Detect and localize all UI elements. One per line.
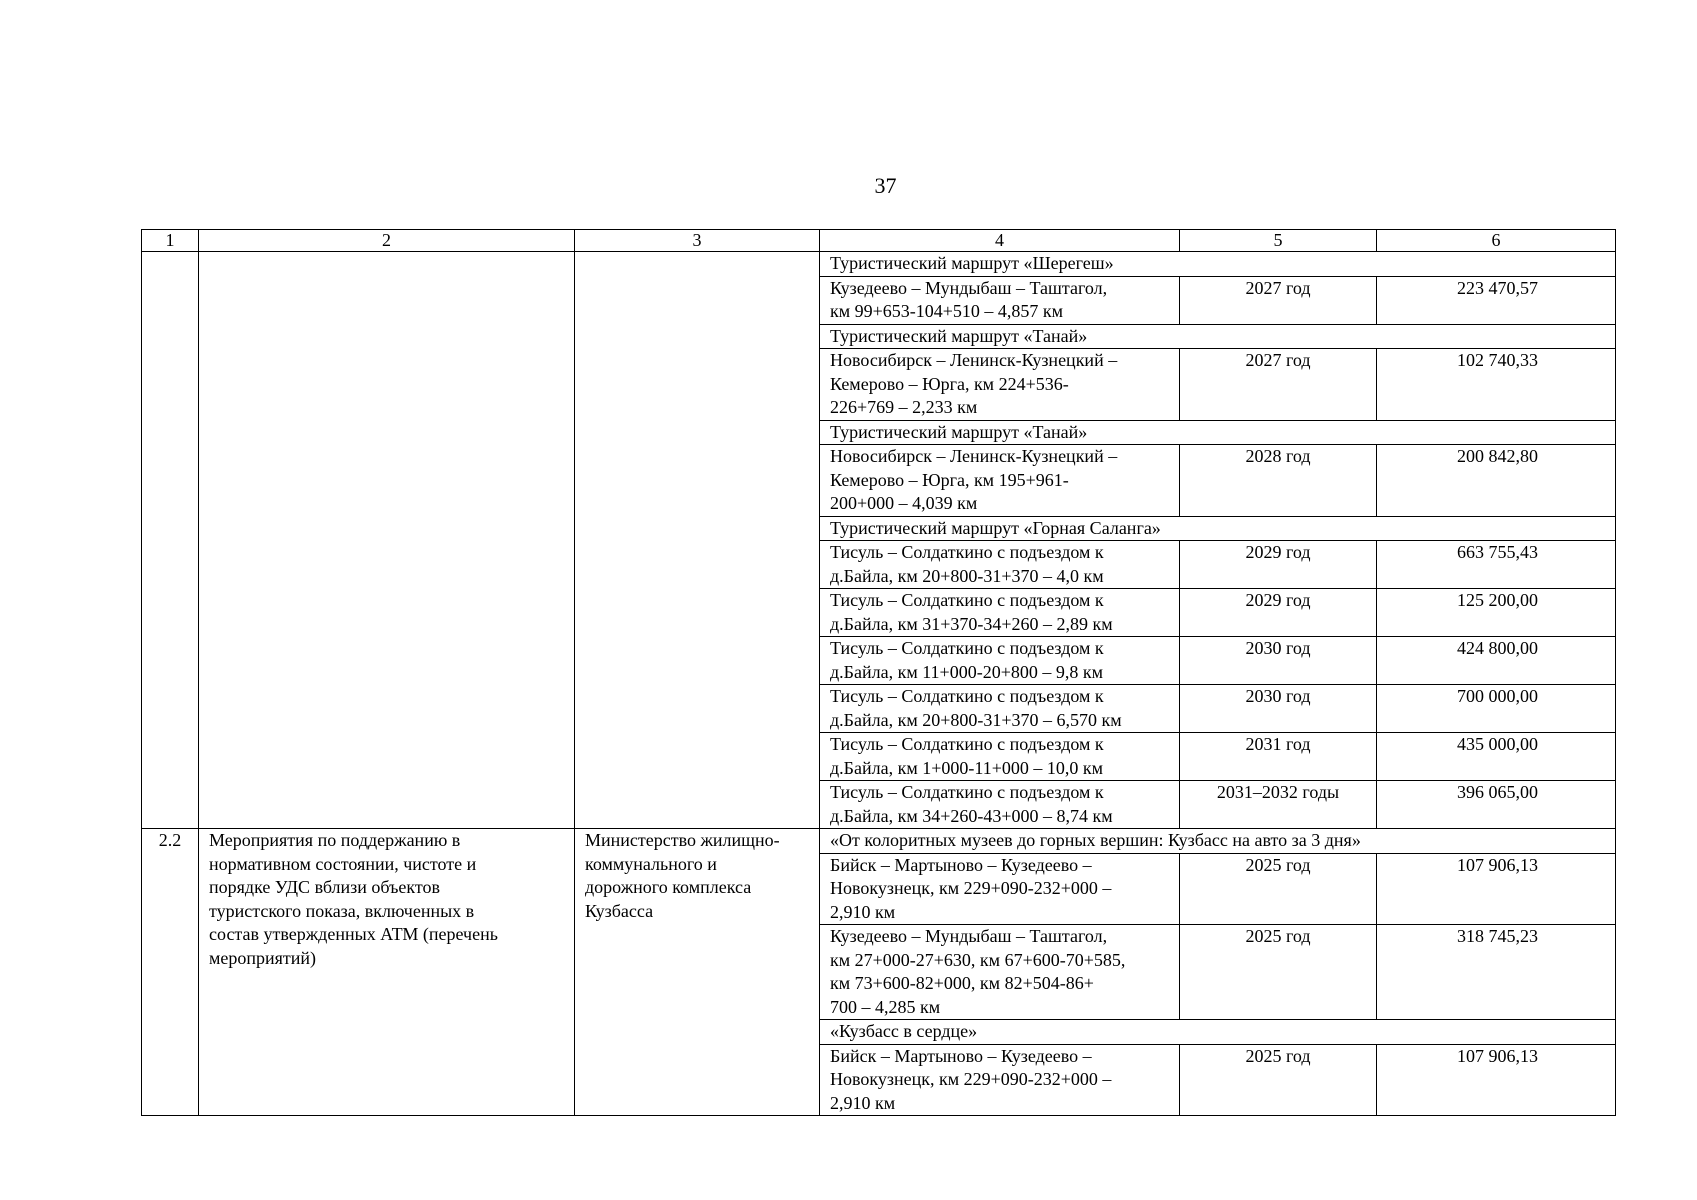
text-line: дорожного комплекса bbox=[585, 877, 752, 897]
text-line: Тисуль – Солдаткино с подъездом к bbox=[830, 590, 1104, 610]
text-line: д.Байла, км 31+370-34+260 – 2,89 км bbox=[830, 613, 1113, 634]
text-line: Министерство жилищно- bbox=[585, 830, 780, 850]
text-line: туристского показа, включенных в bbox=[209, 900, 475, 921]
amount-cell: 435 000,00 bbox=[1377, 733, 1616, 781]
item-number-cell: 2.2 bbox=[142, 829, 199, 1116]
column-number-row bbox=[142, 230, 1616, 252]
column-number: 4 bbox=[820, 230, 1180, 252]
year-cell: 2029 год bbox=[1180, 541, 1377, 589]
executor-cell bbox=[575, 829, 820, 1116]
text-line: 700 – 4,285 км bbox=[830, 996, 941, 1017]
text-line: Тисуль – Солдаткино с подъездом к bbox=[830, 542, 1104, 562]
year-cell: 2029 год bbox=[1180, 589, 1377, 637]
text-line: порядке УДС вблизи объектов bbox=[209, 877, 441, 897]
text-line: Тисуль – Солдаткино с подъездом к bbox=[830, 782, 1104, 802]
text-line: Кузбасса bbox=[585, 900, 654, 921]
road-segment-cell bbox=[820, 637, 1180, 685]
text-line: Новокузнецк, км 229+090-232+000 – bbox=[830, 1069, 1112, 1089]
year-cell: 2030 год bbox=[1180, 637, 1377, 685]
amount-cell: 663 755,43 bbox=[1377, 541, 1616, 589]
text-line: состав утвержденных АТМ (перечень bbox=[209, 924, 498, 944]
text-line: д.Байла, км 34+260-43+000 – 8,74 км bbox=[830, 805, 1113, 826]
route-heading-row bbox=[142, 829, 1616, 854]
road-segment-cell bbox=[820, 1044, 1180, 1116]
route-name: Туристический маршрут «Танай» bbox=[820, 324, 1616, 349]
text-line: Бийск – Мартыново – Кузедеево – bbox=[830, 854, 1092, 875]
road-segment-cell bbox=[820, 349, 1180, 421]
route-heading-row bbox=[142, 252, 1616, 277]
text-line: 2,910 км bbox=[830, 901, 896, 922]
text-line: Кемерово – Юрга, км 195+961- bbox=[830, 469, 1069, 490]
year-cell: 2031–2032 годы bbox=[1180, 781, 1377, 829]
year-cell: 2027 год bbox=[1180, 349, 1377, 421]
column-number: 2 bbox=[199, 230, 575, 252]
page-number: 37 bbox=[874, 173, 897, 198]
amount-cell: 223 470,57 bbox=[1377, 276, 1616, 324]
text-line: д.Байла, км 20+800-31+370 – 6,570 км bbox=[830, 709, 1122, 730]
road-segment-cell bbox=[820, 925, 1180, 1020]
text-line: км 73+600-82+000, км 82+504-86+ bbox=[830, 973, 1094, 993]
road-segment-cell bbox=[820, 589, 1180, 637]
route-name: Туристический маршрут «Шерегеш» bbox=[820, 252, 1616, 277]
amount-cell: 107 906,13 bbox=[1377, 1044, 1616, 1116]
column-number: 3 bbox=[575, 230, 820, 252]
route-name: Туристический маршрут «Танай» bbox=[820, 420, 1616, 445]
year-cell: 2025 год bbox=[1180, 853, 1377, 925]
text-line: Мероприятия по поддержанию в bbox=[209, 830, 461, 850]
route-name: «От колоритных музеев до горных вершин: Кузбасс на авто за 3 дня» bbox=[820, 829, 1616, 854]
amount-cell: 700 000,00 bbox=[1377, 685, 1616, 733]
text-line: мероприятий) bbox=[209, 947, 317, 968]
year-cell: 2025 год bbox=[1180, 1044, 1377, 1116]
text-line: Новосибирск – Ленинск-Кузнецкий – bbox=[830, 350, 1118, 370]
text-line: км 27+000-27+630, км 67+600-70+585, bbox=[830, 949, 1126, 970]
text-line: Кемерово – Юрга, км 224+536- bbox=[830, 373, 1069, 394]
column-number: 5 bbox=[1180, 230, 1377, 252]
executor-cell bbox=[575, 252, 820, 829]
road-segment-cell bbox=[820, 733, 1180, 781]
column-number: 6 bbox=[1377, 230, 1616, 252]
amount-cell: 396 065,00 bbox=[1377, 781, 1616, 829]
text-line: Кузедеево – Мундыбаш – Таштагол, bbox=[830, 926, 1108, 946]
item-number-cell bbox=[142, 252, 199, 829]
text-line: 200+000 – 4,039 км bbox=[830, 493, 978, 513]
amount-cell: 102 740,33 bbox=[1377, 349, 1616, 421]
item-description-cell bbox=[199, 829, 575, 1116]
amount-cell: 125 200,00 bbox=[1377, 589, 1616, 637]
text-line: Тисуль – Солдаткино с подъездом к bbox=[830, 734, 1104, 754]
year-cell: 2025 год bbox=[1180, 925, 1377, 1020]
column-number: 1 bbox=[142, 230, 199, 252]
text-line: д.Байла, км 20+800-31+370 – 4,0 км bbox=[830, 565, 1104, 586]
text-line: нормативном состоянии, чистоте и bbox=[209, 853, 477, 874]
road-segment-cell bbox=[820, 853, 1180, 925]
text-line: д.Байла, км 11+000-20+800 – 9,8 км bbox=[830, 661, 1103, 682]
year-cell: 2031 год bbox=[1180, 733, 1377, 781]
text-line: км 99+653-104+510 – 4,857 км bbox=[830, 301, 1064, 321]
text-line: 2,910 км bbox=[830, 1092, 896, 1113]
route-name: «Кузбасс в сердце» bbox=[820, 1020, 1616, 1045]
data-table bbox=[141, 229, 1616, 1116]
road-segment-cell bbox=[820, 445, 1180, 517]
amount-cell: 107 906,13 bbox=[1377, 853, 1616, 925]
text-line: Новосибирск – Ленинск-Кузнецкий – bbox=[830, 446, 1118, 466]
amount-cell: 200 842,80 bbox=[1377, 445, 1616, 517]
road-segment-cell bbox=[820, 781, 1180, 829]
text-line: коммунального и bbox=[585, 853, 717, 874]
year-cell: 2028 год bbox=[1180, 445, 1377, 517]
road-segment-cell bbox=[820, 685, 1180, 733]
road-segment-cell bbox=[820, 276, 1180, 324]
text-line: Новокузнецк, км 229+090-232+000 – bbox=[830, 878, 1112, 898]
text-line: Бийск – Мартыново – Кузедеево – bbox=[830, 1045, 1092, 1066]
amount-cell: 424 800,00 bbox=[1377, 637, 1616, 685]
text-line: 226+769 – 2,233 км bbox=[830, 397, 978, 417]
route-name: Туристический маршрут «Горная Саланга» bbox=[820, 516, 1616, 541]
amount-cell: 318 745,23 bbox=[1377, 925, 1616, 1020]
text-line: Тисуль – Солдаткино с подъездом к bbox=[830, 686, 1104, 706]
road-segment-cell bbox=[820, 541, 1180, 589]
text-line: Кузедеево – Мундыбаш – Таштагол, bbox=[830, 277, 1108, 298]
year-cell: 2030 год bbox=[1180, 685, 1377, 733]
year-cell: 2027 год bbox=[1180, 276, 1377, 324]
text-line: Тисуль – Солдаткино с подъездом к bbox=[830, 638, 1104, 658]
text-line: д.Байла, км 1+000-11+000 – 10,0 км bbox=[830, 757, 1103, 778]
item-description-cell bbox=[199, 252, 575, 829]
